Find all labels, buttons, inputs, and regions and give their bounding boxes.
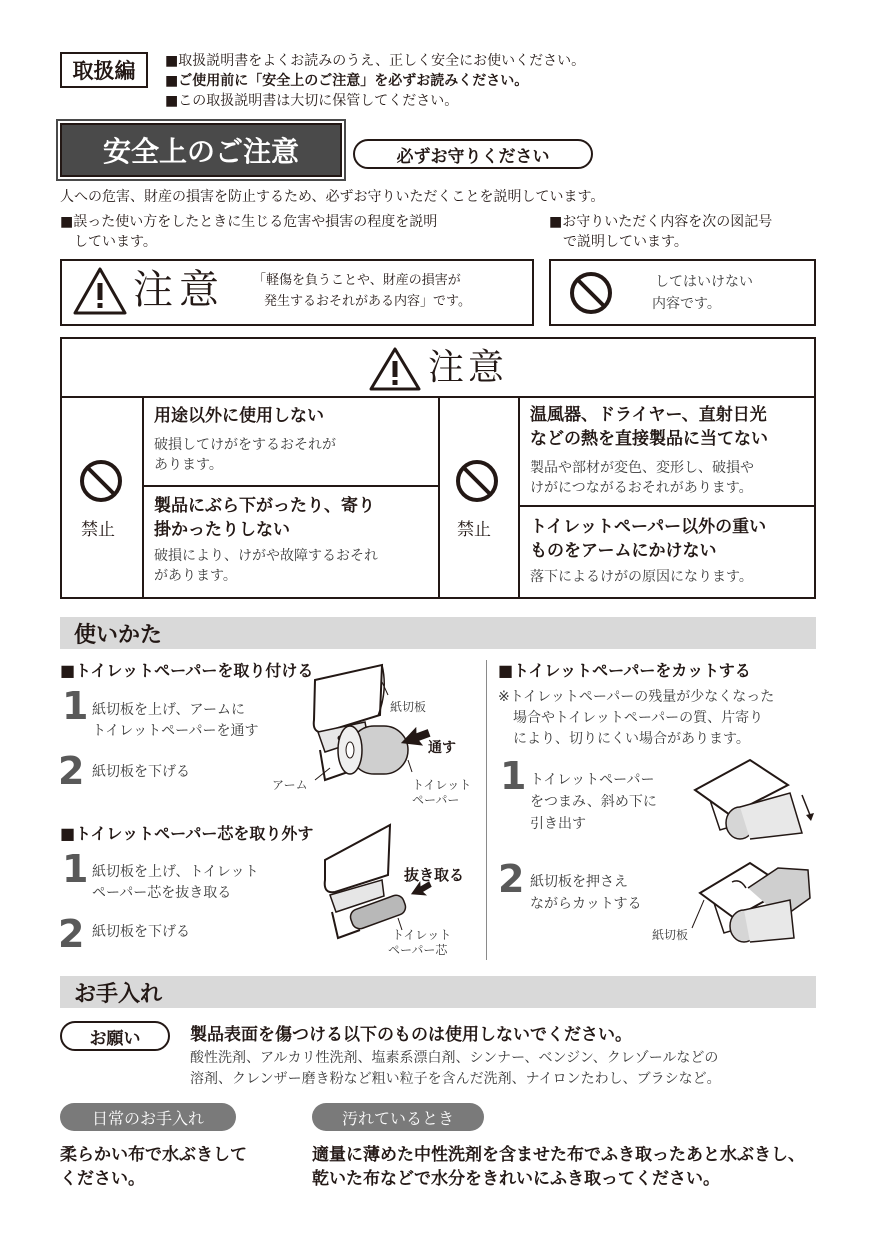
care-warning: 製品表面を傷つける以下のものは使用しないでください。: [190, 1025, 632, 1045]
caution-item-body: 破損により、けがや故障するおそれ: [154, 548, 378, 564]
caution-item-body: 製品や部材が変色、変形し、破損や: [530, 460, 754, 476]
caution-item-body: 破損してけがをするおそれが: [154, 437, 336, 453]
caution-item-title: 製品にぶら下がったり、寄り: [154, 496, 375, 516]
cut-step1-line2: をつまみ、斜め下に: [530, 794, 657, 810]
step-number: 2: [498, 857, 525, 901]
severity-note-line2: しています。: [74, 234, 157, 250]
remove-step1-line1: 紙切板を上げ、トイレット: [92, 864, 259, 880]
prohibited-icon: [454, 458, 500, 504]
label-toosu: 通す: [428, 740, 456, 756]
header-line-2: ■ご使用前に「安全上のご注意」を必ずお読みください。: [165, 73, 529, 89]
label-nukitoru: 抜き取る: [404, 866, 465, 884]
attach-step1-line2: トイレットペーパーを通す: [92, 723, 259, 739]
cut-step2-line2: ながらカットする: [530, 896, 642, 912]
remove-step1-line2: ペーパー芯を抜き取る: [92, 885, 232, 901]
prohibited-icon: [78, 458, 124, 504]
cut-step2-illustration: [690, 848, 820, 948]
caution-item-body: けがにつながるおそれがあります。: [530, 480, 753, 496]
step-number: 1: [62, 847, 89, 891]
label-kamikiri: 紙切板: [652, 928, 689, 942]
column-divider: [486, 660, 487, 960]
caution-item-body: があります。: [154, 568, 237, 584]
caution-word: 注意: [133, 267, 225, 313]
remove-heading: ■トイレットペーパー芯を取り外す: [60, 824, 314, 843]
care-section-title: お手入れ: [60, 976, 816, 1008]
step-number: 1: [62, 684, 89, 728]
safety-intro: 人への危害、財産の損害を防止するため、必ずお守りいただくことを説明しています。: [60, 189, 605, 205]
caution-item-title: トイレットペーパー以外の重い: [530, 517, 767, 537]
step-number: 2: [58, 749, 85, 793]
severity-note-line1: ■誤った使い方をしたときに生じる危害や損害の程度を説明: [60, 214, 438, 230]
usage-section-title: 使いかた: [60, 617, 816, 649]
caution-desc-line2: 発生するおそれがある内容」です。: [264, 294, 471, 309]
cut-step1-line1: トイレットペーパー: [530, 772, 655, 788]
caution-item-title: ものをアームにかけない: [530, 541, 717, 561]
cut-step2-line1: 紙切板を押さえ: [530, 874, 628, 890]
onegai-badge: お願い: [60, 1021, 170, 1051]
cut-note-line1: ※トイレットペーパーの残量が少なくなった: [498, 689, 775, 705]
caution-item-body: 落下によるけがの原因になります。: [530, 569, 753, 585]
cut-heading: ■トイレットペーパーをカットする: [498, 661, 751, 680]
label-paper: ペーパー: [412, 793, 460, 807]
step-number: 2: [58, 912, 85, 956]
caution-item-body: あります。: [154, 457, 223, 473]
step-number: 1: [500, 754, 527, 798]
safety-title: 安全上のご注意: [60, 123, 342, 177]
caution-desc-line1: 「軽傷を負うことや、財産の損害が: [253, 273, 461, 288]
cut-note-line3: により、切りにくい場合があります。: [513, 731, 750, 747]
care-list-line2: 溶剤、クレンザー磨き粉など粗い粒子を含んだ洗剤、ナイロンたわし、ブラシなど。: [190, 1071, 721, 1087]
warning-triangle-icon: [368, 346, 422, 392]
dirty-care-label: 汚れているとき: [312, 1103, 484, 1131]
dirty-care-text-line1: 適量に薄めた中性洗剤を含ませた布でふき取ったあと水ぶきし、: [312, 1145, 805, 1165]
daily-care-text-line2: ください。: [60, 1169, 145, 1189]
prohibited-icon: [568, 270, 614, 316]
remove-step2: 紙切板を下げる: [92, 924, 190, 940]
symbol-note-line2: で説明しています。: [563, 234, 688, 250]
label-kamikiri: 紙切板: [390, 700, 427, 714]
prohibit-desc-line2: 内容です。: [652, 296, 721, 312]
attach-heading: ■トイレットペーパーを取り付ける: [60, 661, 314, 680]
must-follow-badge: 必ずお守りください: [353, 139, 593, 169]
prohibit-label: 禁止: [457, 520, 491, 540]
label-core: トイレット: [392, 928, 452, 942]
attach-step2: 紙切板を下げる: [92, 764, 190, 780]
label-paper: トイレット: [412, 778, 472, 792]
cut-step1-line3: 引き出す: [530, 816, 586, 832]
label-core: ペーパー芯: [388, 943, 448, 957]
daily-care-text-line1: 柔らかい布で水ぶきして: [60, 1145, 247, 1165]
caution-item-title: などの熱を直接製品に当てない: [530, 429, 768, 449]
symbol-note-line1: ■お守りいただく内容を次の図記号: [549, 214, 773, 230]
caution-table-title: 注意: [428, 347, 509, 388]
dirty-care-text-line2: 乾いた布などで水分をきれいにふき取ってください。: [312, 1169, 720, 1189]
prohibit-desc-line1: してはいけない: [655, 274, 753, 290]
header-line-3: ■この取扱説明書は大切に保管してください。: [165, 93, 459, 109]
caution-item-title: 掛かったりしない: [154, 520, 290, 540]
warning-triangle-icon: [72, 266, 128, 316]
prohibit-label: 禁止: [81, 520, 115, 540]
label-arm: アーム: [272, 778, 308, 792]
attach-step1-line1: 紙切板を上げ、アームに: [92, 702, 246, 718]
caution-item-title: 用途以外に使用しない: [154, 406, 324, 426]
daily-care-label: 日常のお手入れ: [60, 1103, 236, 1131]
care-list-line1: 酸性洗剤、アルカリ性洗剤、塩素系漂白剤、シンナー、ベンジン、クレゾールなどの: [190, 1050, 719, 1066]
header-line-1: ■取扱説明書をよくお読みのうえ、正しく安全にお使いください。: [165, 53, 586, 69]
manual-section-tag: 取扱編: [60, 52, 148, 88]
cut-note-line2: 場合やトイレットペーパーの質、片寄り: [513, 710, 764, 726]
caution-item-title: 温風器、ドライヤー、直射日光: [530, 405, 767, 425]
cut-step1-illustration: [690, 755, 820, 845]
